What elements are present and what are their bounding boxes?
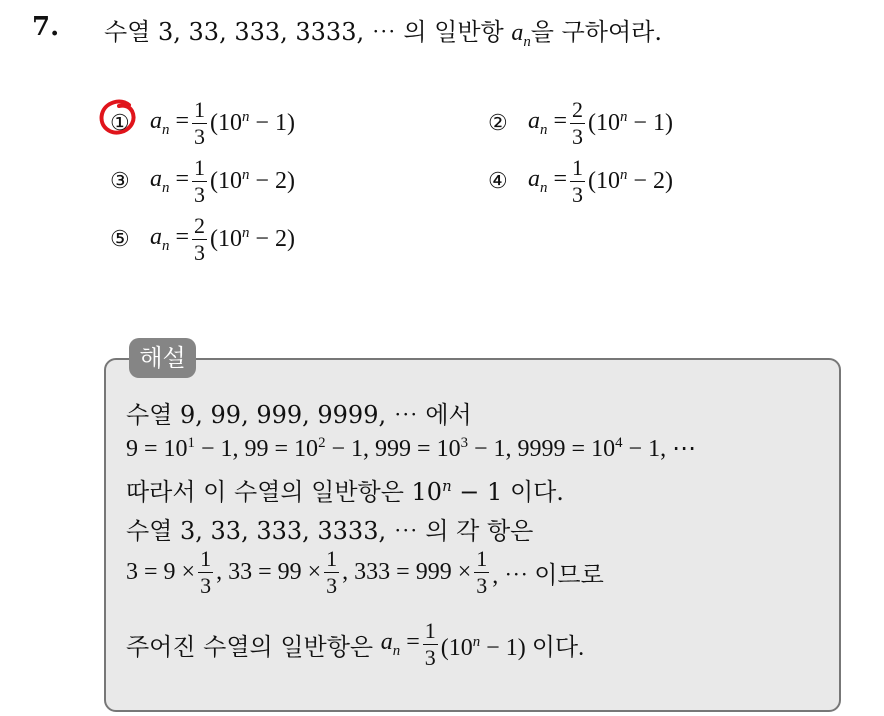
fraction: $\frac{1}{3}$ — [193, 154, 205, 207]
fraction: $\frac{1}{3}$ — [193, 96, 205, 149]
solution-line-3: 따라서 이 수열의 일반항은 $10^n - 1$ 이다. — [126, 477, 564, 506]
question-text-before: 수열 3, 33, 333, 3333, ⋯ 의 일반항 — [104, 18, 504, 46]
fraction: $\frac{2}{3}$ — [193, 212, 205, 265]
fraction: $\frac{1}{3}$ — [326, 546, 338, 598]
fraction: $\frac{1}{3}$ — [571, 154, 583, 207]
question-text-after: 을 구하여라. — [530, 18, 662, 46]
question-number: 7. — [32, 12, 60, 42]
choice-3[interactable]: ③ $a_n$ = $\frac{1}{3}$ $(10^n - 2)$ — [110, 154, 295, 207]
solution-line-6: 주어진 수열의 일반항은 $a_n$ = $\frac{1}{3}$ $(10^n - 1)$ 이다. — [126, 618, 585, 670]
choice-number: ② — [488, 110, 508, 136]
fraction: $\frac{1}{3}$ — [424, 618, 436, 670]
question-text — [104, 12, 662, 51]
solution-line-4: 수열 3, 33, 333, 3333, ⋯ 의 각 항은 — [126, 517, 534, 545]
general-term-symbol: $a_n$ — [511, 20, 531, 50]
choice-number: ④ — [488, 168, 508, 194]
fraction: $\frac{1}{3}$ — [476, 546, 488, 598]
choice-number: ③ — [110, 168, 130, 194]
choice-5[interactable]: ⑤ $a_n$ = $\frac{2}{3}$ $(10^n - 2)$ — [110, 212, 295, 265]
choice-1[interactable]: ① $a_n$ = $\frac{1}{3}$ $(10^n - 1)$ — [110, 96, 295, 149]
choice-number: ⑤ — [110, 226, 130, 252]
fraction: $\frac{2}{3}$ — [571, 96, 583, 149]
solution-line-1: 수열 9, 99, 999, 9999, ⋯ 에서 — [126, 401, 472, 429]
solution-tag: 해설 — [129, 338, 196, 378]
choice-4[interactable]: ④ $a_n$ = $\frac{1}{3}$ $(10^n - 2)$ — [488, 154, 673, 207]
solution-line-2: $9 = 10^1 - 1$, $99 = 10^2 - 1$, $999 = 10^3 - 1$, $9999 = 10^4 - 1$, ⋯ — [126, 435, 697, 462]
choice-number: ① — [110, 110, 130, 136]
solution-line-5: 3 = 9 × $\frac{1}{3}$ , 33 = 99 × $\frac{1}{3}$ , 333 = 999 × $\frac{1}{3}$ , ⋯ 이므로 — [126, 546, 604, 598]
choice-2[interactable]: ② $a_n$ = $\frac{2}{3}$ $(10^n - 1)$ — [488, 96, 673, 149]
fraction: $\frac{1}{3}$ — [200, 546, 212, 598]
